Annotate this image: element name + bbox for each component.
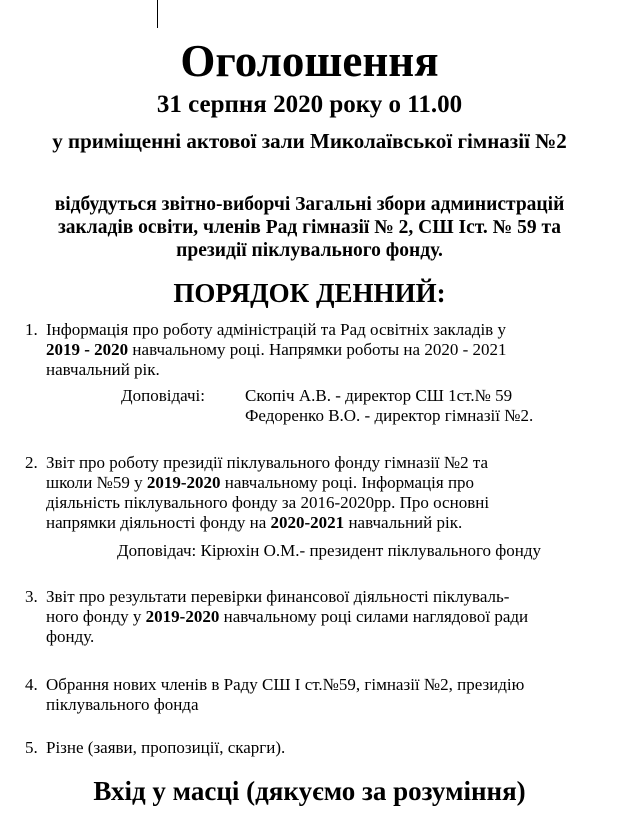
- speakers-list: [245, 386, 533, 426]
- event-line: закладів освіти, членів Рад гімназії № 2, СШ Іст. № 59 та: [57, 217, 562, 238]
- item-number: 5.: [25, 738, 38, 757]
- item-line: Різне (заяви, пропозиції, скарги).: [46, 738, 286, 757]
- speaker-line: Федоренко В.О. - директор гімназії №2.: [245, 406, 534, 425]
- item-line: Звіт про результати перевірки финансової діяльності піклуваль-: [46, 587, 510, 606]
- item-line: навчальний рік.: [46, 360, 160, 379]
- item-line: школи №59 у 2019-2020 навчальному році. Інформація про: [46, 473, 475, 492]
- item-line: ного фонду у 2019-2020 навчальному році силами наглядової ради: [46, 607, 529, 626]
- item-line: фонду.: [46, 627, 95, 646]
- speaker-line: Доповідач: Кірюхін О.М.- президент піклувального фонду: [117, 541, 542, 560]
- speakers-label: Доповідачі:: [121, 386, 205, 405]
- item-number: 3.: [25, 587, 38, 606]
- item-line: напрямки діяльності фонду на 2020-2021 навчальний рік.: [46, 513, 463, 532]
- item-line: Інформація про роботу адміністрацій та Рад освітніх закладів у: [46, 320, 506, 339]
- agenda-item-1: [46, 320, 507, 380]
- event-description: [0, 193, 619, 262]
- item-number: 2.: [25, 453, 38, 472]
- item-line: Звіт про роботу президії піклувального фонду гімназії №2 та: [46, 453, 489, 472]
- event-line: президії піклувального фонду.: [176, 240, 443, 261]
- text-cursor: [157, 0, 158, 28]
- item-number: 4.: [25, 675, 38, 694]
- item-line: Обрання нових членів в Раду СШ І ст.№59, гімназії №2, президію: [46, 675, 525, 694]
- agenda-heading: ПОРЯДОК ДЕННИЙ:: [173, 278, 446, 308]
- item-number: 1.: [25, 320, 38, 339]
- item-line: 2019 - 2020 навчальному році. Напрямки роботы на 2020 - 2021: [46, 340, 507, 359]
- item-line: піклувального фонда: [46, 695, 199, 714]
- agenda-item-2: [46, 453, 489, 533]
- event-line: відбудуться звітно-виборчі Загальні збори администрацій: [54, 194, 565, 215]
- agenda-item-4: [46, 675, 524, 715]
- agenda-item-3: [46, 587, 528, 647]
- agenda-item-5: [46, 738, 285, 758]
- item-line: діяльність піклувального фонду за 2016-2020рр. Про основні: [46, 493, 490, 512]
- place-line: у приміщенні актової зали Миколаївської гімназії №2: [52, 129, 567, 153]
- date-line: 31 серпня 2020 року о 11.00: [156, 91, 463, 118]
- footer-note: Вхід у масці (дякуємо за розуміння): [93, 776, 526, 806]
- speaker-line: Скопіч А.В. - директор СШ 1ст.№ 59: [245, 386, 513, 405]
- announcement-title: Оголошення: [180, 36, 439, 86]
